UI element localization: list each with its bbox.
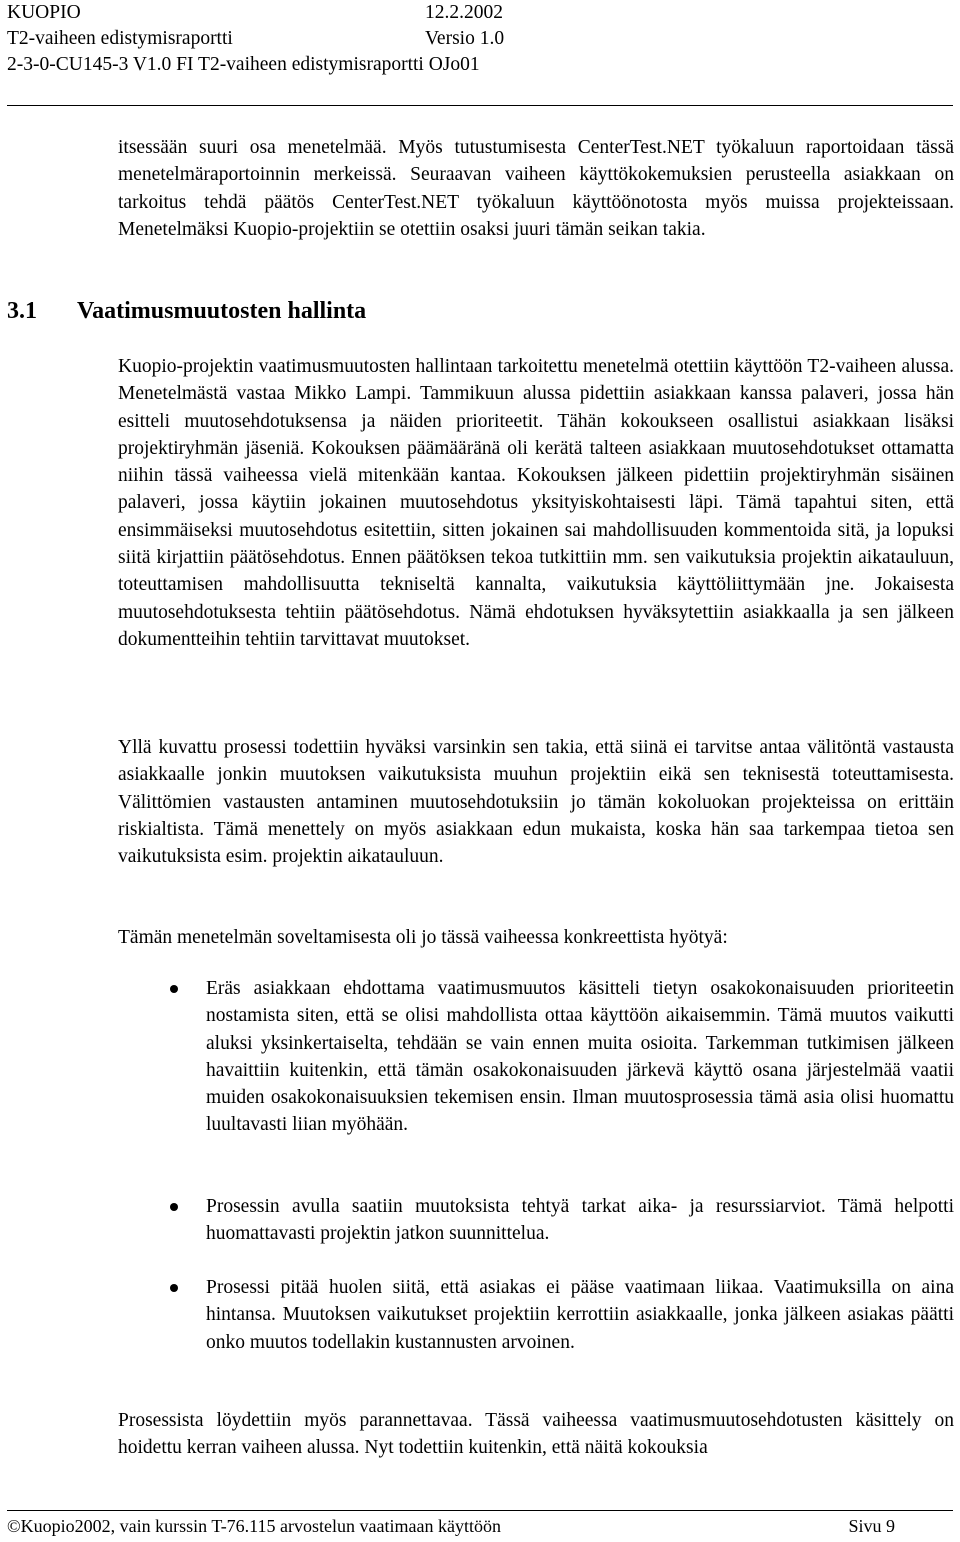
body-paragraph-2-block [118, 734, 954, 870]
closing-paragraph: Prosessista löydettiin myös parannettavaa. Tässä vaiheessa vaatimusmuutosehdotusten käsittely on hoidettu kerran vaiheen alussa. Nyt todettiin kuitenkin, että näitä kokouksia [118, 1410, 954, 1459]
bullet-item-3 [118, 1274, 954, 1356]
footer-page-number: Sivu 9 [848, 1516, 895, 1536]
body-paragraph-1-block [118, 353, 954, 653]
header-row-1 [7, 0, 953, 26]
header-doc-title: T2-vaiheen edistymisraportti [7, 28, 233, 49]
header-date: 12.2.2002 [425, 2, 503, 23]
bullet-item-2 [118, 1193, 954, 1248]
section-heading [7, 294, 953, 328]
header-org: KUOPIO [7, 2, 81, 23]
section-title: Vaatimusmuutosten hallinta [77, 298, 367, 324]
header-version: Versio 1.0 [425, 28, 505, 49]
bullet-dot-icon [170, 985, 178, 993]
header-doc-id: 2-3-0-CU145-3 V1.0 FI T2-vaiheen edistymisraportti OJo01 [7, 54, 480, 75]
bullet-text-2: Prosessin avulla saatiin muutoksista tehtyä tarkat aika- ja resurssiarviot. Tämä helpotti huomattavasti projektin jatkon suunnittelua. [206, 1196, 954, 1245]
intro-block [118, 134, 954, 243]
footer-divider [7, 1510, 953, 1511]
body-paragraph-2: Yllä kuvattu prosessi todettiin hyväksi varsinkin sen takia, että siinä ei tarvitse antaa välitöntä vastausta asiakkaalle jonkin muutoksen vaikutuksista muuhun projektiin eikä sen teknisestä toteuttamisesta. Välittömien vastausten antaminen muutosehdotuksiin jo tämän kokoluokan projekteissa on erittäin riskialtista. Tämä menettely on myös asiakkaan edun mukaista, koska hän saa tarkempaa tietoa sen vaikutuksista esim. projektin aikatauluun. [118, 737, 954, 868]
bullet-text-1: Eräs asiakkaan ehdottama vaatimusmuutos käsitteli tietyn osakokonaisuuden prioriteetin nostamista siten, että se olisi mahdollista ottaa käyttöön aikaisemmin. Tämä muutos vaikutti aluksi yksinkertaiselta, tehdään se vain ennen muita osioita. Tarkemman tutkimisen jälkeen havaittiin kuitenkin, että tämän osakokonaisuuden järkevä käyttö osana järjestelmää vaatii muiden osakokonaisuuksien tekemisen ensin. Ilman muutosprosessia tämä asia olisi huomattu luultavasti liian myöhään. [206, 978, 954, 1136]
body-paragraph-3: Tämän menetelmän soveltamisesta oli jo tässä vaiheessa konkreettista hyötyä: [118, 927, 728, 948]
closing-paragraph-block [118, 1407, 954, 1462]
intro-paragraph: itsessään suuri osa menetelmää. Myös tutustumisesta CenterTest.NET työkaluun raportoidaan tässä menetelmäraportoinnin merkeissä. Seuraavan vaiheen käyttökokemuksien perusteella asiakkaan on tarkoitus tehdä päätös CenterTest.NET työkaluun käyttöönotosta myös muissa projekteissaan. Menetelmäksi Kuopio-projektiin se otettiin osaksi juuri tämän seikan takia. [118, 137, 954, 240]
header-row-3 [7, 52, 953, 78]
footer-copyright: ©Kuopio2002, vain kurssin T-76.115 arvostelun vaatimaan käyttöön [7, 1516, 501, 1536]
bullet-text-3: Prosessi pitää huolen siitä, että asiakas ei pääse vaatimaan liikaa. Vaatimuksilla on aina hintansa. Muutoksen vaikutukset projektiin kerrottiin asiakkaalle, jonka jälkeen asiakas päätti onko muutos todellakin kustannusten arvoinen. [206, 1277, 954, 1353]
header-row-2 [7, 26, 953, 52]
bullet-dot-icon [170, 1284, 178, 1292]
page-header [7, 0, 953, 78]
header-divider [7, 105, 953, 106]
body-paragraph-1: Kuopio-projektin vaatimusmuutosten hallintaan tarkoitettu menetelmä otettiin käyttöön T2-vaiheen alussa. Menetelmästä vastaa Mikko Lampi. Tammikuun alussa pidettiin asiakkaan kanssa palaveri, jossa hän esitteli muutosehdotuksensa ja näiden prioriteetit. Tähän kokoukseen osallistui asiakkaan lisäksi projektiryhmän jäseniä. Kokouksen päämääränä oli kerätä talteen asiakkaan muutosehdotukset ottamatta niihin tässä vaiheessa vielä mitenkään kantaa. Kokouksen jälkeen pidettiin projektiryhmän sisäinen palaveri, jossa käytiin jokainen muutosehdotus yksityiskohtaisesti läpi. Tämä tapahtui siten, että ensimmäiseksi muutosehdotus esitettiin, sitten jokainen sai mahdollisuuden kommentoida sitä, ja lopuksi siitä kirjattiin päätösehdotus. Ennen päätöksen tekoa tutkittiin mm. sen vaikutuksia projektin aikatauluun, toteuttamisen mahdollisuutta tekniseltä kannalta, vaikutuksia käyttöliittymään jne. Jokaisesta muutosehdotuksesta tehtiin päätösehdotus. Nämä ehdotuksen hyväksytettiin asiakkaalla ja sen jälkeen dokumentteihin tehtiin tarvittavat muutokset. [118, 356, 954, 650]
bullet-dot-icon [170, 1203, 178, 1211]
section-number: 3.1 [7, 298, 37, 324]
body-paragraph-3-block [118, 924, 954, 951]
bullet-item-1 [118, 975, 954, 1139]
